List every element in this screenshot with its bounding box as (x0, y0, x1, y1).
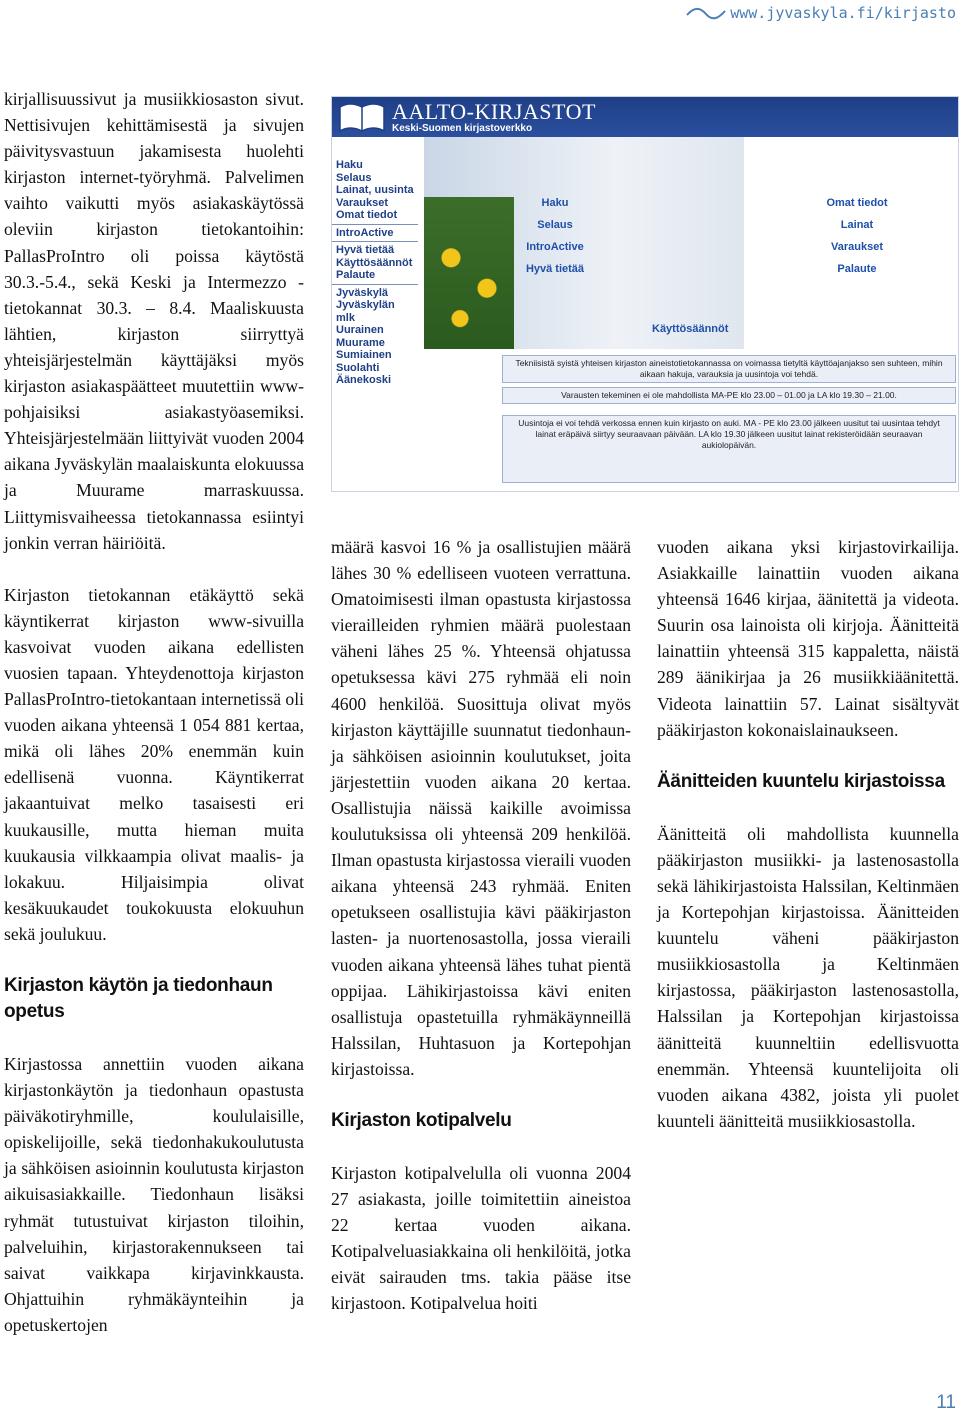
wave-icon (686, 6, 726, 20)
paragraph: Kirjastossa annettiin vuoden aikana kirjastonkäytön ja tiedonhaun opastusta päiväkotiryhmille, koululaisille, opiskelijoille, sekä tiedonhakukoulutusta ja sähköisen asioinnin koulutusta kirjaston aikuisasiakkaille. Tiedonhaun lisäksi ryhmät tutustuivat kirjaston tiloihin, palveluihin, kirjastorakennukseen tai saivat vaikkapa kirjavinkkausta. Ohjattuihin ryhmäkäynteihin ja opetuskertojen (4, 1054, 304, 1335)
site-menu-right (812, 192, 902, 280)
menu-link: Palaute (837, 263, 877, 275)
sidebar-link: IntroActive (336, 226, 394, 239)
sidebar-link: Jyväskylä (336, 286, 388, 299)
header-url-text: www.jyvaskyla.fi/kirjasto (730, 4, 956, 22)
menu-link: Haku (541, 197, 569, 209)
sidebar-link: Äänekoski (336, 374, 392, 386)
menu-link: Selaus (537, 219, 573, 231)
notice-box: Tekniisistä syistä yhteisen kirjaston aineistotietokannassa on voimassa tietyltä käyttöajanjakso sen suhteen, mihin aikaan hakuja, varauksia ja uusintoja voi tehdä. (502, 355, 956, 383)
paragraph: Äänitteitä oli mahdollista kuunnella pääkirjaston musiikki- ja lastenosastolla sekä lähikirjastoista Halssilan, Keltinmäen ja Kortepohjan kirjastoissa. Äänitteiden kuuntelu väheni pääkirjaston musiikkiosastolla ja Keltinmäen kirjastossa, pääkirjaston lastenosastolla, Halssilan ja Kortepohjan kirjastoissa äänitteitä kuunneltiin edellisvuotta enemmän. Yhteensä kuuntelijoita oli vuoden aikana 4382, joista yli puolet kuunteli äänitteitä musiikkiosastolla. (657, 823, 959, 1131)
site-sidebar (332, 157, 418, 389)
menu-link: IntroActive (526, 241, 584, 253)
sidebar-link: Palaute (336, 269, 376, 281)
sidebar-group (332, 224, 418, 242)
sidebar-link: Lainat, uusinta (336, 184, 414, 196)
sidebar-link: Muurame (336, 336, 385, 349)
text-column-3 (657, 534, 959, 1160)
notice-box: Uusintoja ei voi tehdä verkossa ennen kuin kirjasto on auki. MA - PE klo 23.00 jälkeen uusitut tai uusintaa tehdyt lainat eräpäivä siirtyy seuraavaan päivään. LA klo 19.30 jälkeen uusitut lainat rekisteröidään seuraavan aukiolopäivän. (502, 415, 956, 483)
sidebar-link: Omat tiedot (336, 209, 398, 221)
rules-title: Käyttösäännöt (652, 323, 729, 335)
paragraph: kirjallisuussivut ja musiikkiosaston sivut. Nettisivujen kehittämisestä ja sivujen päivitysvastuun jakamisesta huolehti kirjaston internet-työryhmä. Palvelimen vaihto vaikutti myös asiakaskäytössä oleviin kirjaston tietokantoihin: PallasProIntro oli poissa käytöstä 30.3.-5.4., sekä Keski ja Intermezzo -tietokannat 30.3. – 8.4. Maaliskuusta lähtien, kirjaston siirryttyä yhteisjärjestelmän käyttäjäksi myös kirjaston asiakaspäätteet muutettiin www-pohjaisiksi asiakastyöasemiksi. Yhteisjärjestelmään liittyivät vuoden 2004 aikana Jyväskylän maalaiskunta elokuussa ja Muurame marraskuussa. Liittymisvaiheessa tietokannassa esiintyi jonkin verran häiriöitä. (4, 89, 304, 553)
site-banner (332, 97, 958, 137)
open-book-icon (338, 99, 386, 135)
paragraph: määrä kasvoi 16 % ja osallistujien määrä lähes 30 % edelliseen vuoteen verrattuna. Omatoimisesti ilman opastusta kirjastossa vierailleiden ryhmien määrä puolestaan väheni lähes 25 %. Yhteensä ohjatussa opetuksessa kävi 275 ryhmää eli noin 4600 henkilöä. Suosittuja olivat myös kirjaston käyttäjille suunnatut tiedonhaun- ja sähköisen asioinnin koulutukset, joita järjestettiin vuoden aikana 20 kertaa. Osallistujia näissä kaikille avoimissa koulutuksissa oli yhteensä 209 henkilöä. Ilman opastusta kirjastossa vieraili vuoden aikana yhteensä 243 ryhmää. Eniten opetukseen osallistujia kävi pääkirjaston lasten- ja nuortenosastolla, jossa vieraili vuoden aikana yhteensä lähes tuhat pientä oppijaa. Lähikirjastoissa kävi eniten osallistuja opastetuilla ryhmäkäynneillä Halssilan, Huhtasuon ja Kortepohjan kirjastoissa. (331, 537, 632, 1079)
text-column-1 (4, 86, 304, 1364)
flowers-photo (424, 197, 514, 349)
page-number: 11 (936, 1392, 956, 1413)
section-heading: Äänitteiden kuuntelu kirjastoissa (657, 770, 945, 792)
sidebar-group (332, 241, 418, 284)
site-subtitle: Keski-Suomen kirjastoverkko (392, 123, 533, 134)
notice-box: Varausten tekeminen ei ole mahdollista MA-PE klo 23.00 – 01.00 ja LA klo 19.30 – 21.00. (502, 387, 956, 404)
sidebar-group (332, 157, 418, 224)
sidebar-link: Hyvä tietää (336, 244, 395, 256)
sidebar-link: Käyttösäännöt (336, 256, 413, 269)
sidebar-link: Varaukset (336, 196, 388, 209)
sidebar-link: Selaus (336, 171, 372, 184)
sidebar-link: Haku (336, 159, 363, 171)
menu-link: Hyvä tietää (525, 263, 585, 275)
text-column-2 (331, 534, 631, 1343)
section-heading: Kirjaston käytön ja tiedonhaun opetus (4, 975, 273, 1022)
sidebar-link: Uurainen (336, 324, 384, 336)
menu-link: Varaukset (831, 241, 883, 253)
header-url[interactable] (686, 4, 956, 22)
menu-link: Omat tiedot (826, 197, 888, 209)
sidebar-link: Suolahti (336, 361, 380, 374)
paragraph: Kirjaston kotipalvelulla oli vuonna 2004 27 asiakasta, joille toimitettiin aineistoa 22 kertaa vuoden aikana. Kotipalveluasiakkaina oli henkilöitä, jotka eivät sairauden tms. takia pääse itse kirjastoon. Kotipalvelua hoiti (331, 1162, 631, 1314)
sidebar-link: Jyväskylän mlk (336, 299, 395, 324)
menu-link: Lainat (840, 219, 874, 231)
site-title: AALTO-KIRJASTOT (392, 99, 596, 124)
paragraph: vuoden aikana yksi kirjastovirkailija. Asiakkaille lainattiin vuoden aikana yhteensä 1646 kirjaa, äänitettä ja videota. Suurin osa lainoista oli kirjoja. Äänitteitä lainattiin yhteensä 315 kappaletta, näistä 289 äänikirjaa ja 26 musiikkiäänitettä. Videota lainattiin 57. Lainat sisältyvät pääkirjaston kokonaislainaukseen. (657, 537, 959, 740)
sidebar-link: Sumiainen (336, 349, 392, 361)
library-website-screenshot (331, 96, 959, 492)
site-menu-left (510, 192, 600, 280)
paragraph: Kirjaston tietokannan etäkäyttö sekä käyntikerrat kirjaston www-sivuilla kasvoivat vuoden aikana edellisten vuosien tapaan. Yhteydenottoja kirjaston PallasProIntro-tietokantaan internetissä oli vuoden aikana yhteensä 1 054 881 kertaa, mikä oli lähes 20% enemmän kuin edellisenä vuonna. Käyntikerrat jakaantuivat melko tasaisesti eri kuukausille, mutta hieman muita kuukausia vilkkaampia olivat maalis- ja lokakuu. Hiljaisimpia olivat kesäkuukaudet toukokuusta elokuuhun sekä joulukuu. (4, 584, 304, 944)
sidebar-group (332, 284, 418, 389)
section-heading: Kirjaston kotipalvelu (331, 1109, 512, 1131)
